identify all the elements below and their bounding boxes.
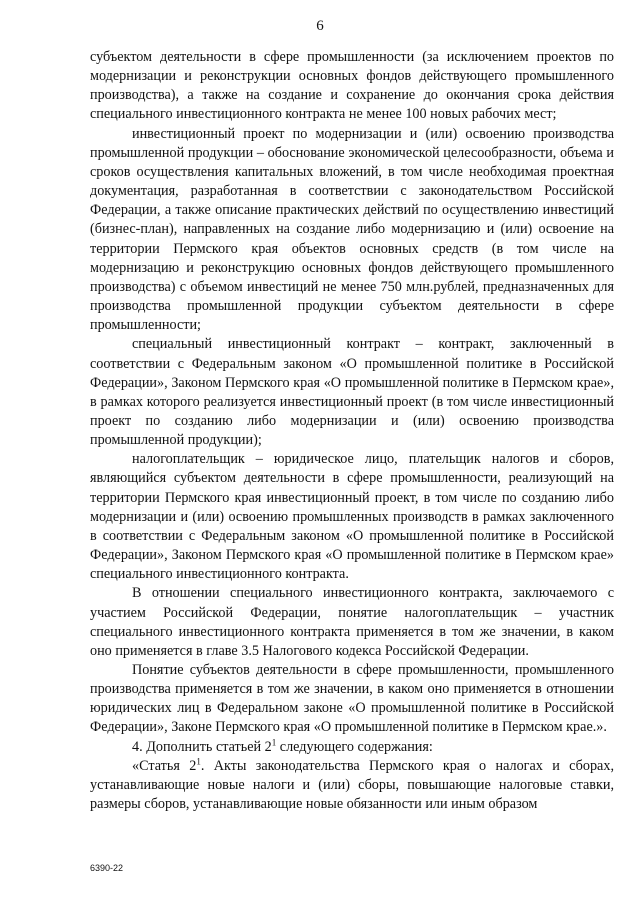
paragraph-2: инвестиционный проект по модернизации и (или) освоению производства промышленной продукции – обоснование экономической целесообразности, объема и сроков осуществления капитальных вложений, в том числе необходимая проектная документация, разработанная в соответствии с законодательством Российской Федерации, а также описание практических действий по осуществлению инвестиций (бизнес-план), направленных на создание либо модернизацию и (или) освоение на территории Пермского края объектов основных средств (в том числе на модернизацию и реконструкцию основных фондов действующего промышленного производства) с объемом инвестиций не менее 750 млн.рублей, предназначенных для производства промышленной продукции субъектом деятельности в сфере промышленности; — [90, 125, 614, 334]
paragraph-8-text-before: «Статья 2 — [132, 757, 197, 774]
paragraph-3: специальный инвестиционный контракт – контракт, заключенный в соответствии с Федеральным законом «О промышленной политике в Российской Федерации», Законом Пермского края «О промышленной политике в Пермском крае», в рамках которого реализуется инвестиционный проект (в том числе инвестиционный проект по созданию либо модернизации и (или) освоению производства промышленной продукции); — [90, 336, 614, 449]
paragraph-5: В отношении специального инвестиционного контракта, заключаемого с участием Российской Федерации, понятие налогоплательщик – участник специального инвестиционного контракта применяется в том же значении, в каком оно применяется в главе 3.5 Налогового кодекса Российской Федерации. — [90, 585, 614, 659]
paragraph-7 — [90, 738, 614, 757]
paragraph-7-text-after: следующего содержания: — [276, 738, 433, 755]
document-code: 6390-22 — [90, 863, 124, 873]
paragraph-4: налогоплательщик – юридическое лицо, плательщик налогов и сборов, являющийся субъектом деятельности в сфере промышленности, реализующий на территории Пермского края инвестиционный проект, в том числе по созданию либо модернизации и (или) освоению промышленных производств в рамках заключенного в соответствии с Федеральным законом «О промышленной политике в Российской Федерации», Законом Пермского края «О промышленной политике в Пермском крае» специального инвестиционного контракта. — [90, 451, 614, 583]
paragraph-6: Понятие субъектов деятельности в сфере промышленности, промышленного производства применяется в том же значении, в каком оно применяется в отношении юридических лиц в Федеральном законе «О промышленной политике в Российской Федерации», Законе Пермского края «О промышленной политике в Пермском крае.». — [90, 662, 614, 736]
superscript-1: 1 — [271, 736, 277, 747]
page-number: 6 — [316, 18, 324, 34]
paragraph-7-text-before: 4. Дополнить статьей 2 — [132, 738, 272, 755]
paragraph-8 — [90, 757, 614, 814]
superscript-1: 1 — [196, 756, 201, 767]
paragraph-8-text-after: . Акты законодательства Пермского края о налогах и сборах, устанавливающие новые налоги и (или) сборы, повышающие налоговые ставки, размеры сборов, устанавливающие новые обязанности или иным образом — [90, 757, 614, 813]
paragraph-1: субъектом деятельности в сфере промышленности (за исключением проектов по модернизации и реконструкции основных фондов действующего промышленного производства), а также на создание и сохранение до окончания срока действия специального инвестиционного контракта не менее 100 новых рабочих мест; — [90, 49, 614, 123]
document-body — [90, 48, 614, 814]
